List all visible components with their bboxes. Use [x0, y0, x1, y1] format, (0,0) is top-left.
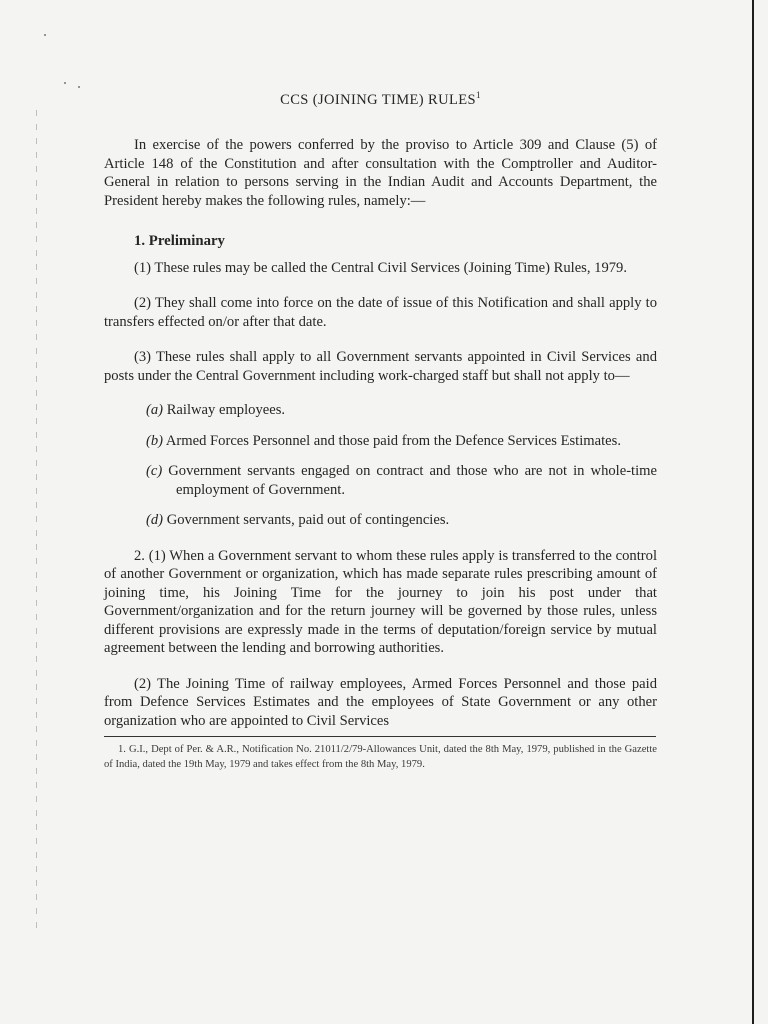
- rule-2-1: 2. (1) When a Government servant to whom these rules apply is transferred to the control of another Government or organization, which has made separate rules prescribing amount of joining time, his Joining Time for the journey to join his post under that Government/organization and for the return journey will be governed by those rules, unless different provisions are expressly made in the terms of deputation/foreign service by mutual agreement between the lending and borrowing authorities.: [104, 547, 657, 657]
- clause-label: (c): [146, 463, 163, 480]
- clause-text: Government servants engaged on contract and those who are not in whole-time employment of Government.: [168, 463, 657, 498]
- scan-border-right: [752, 0, 754, 1024]
- rule-1-3: (3) These rules shall apply to all Government servants appointed in Civil Services and posts under the Central Government including work-charged staff but shall not apply to—: [104, 349, 657, 384]
- clause-label: (a): [146, 402, 164, 419]
- clause-a: [104, 401, 657, 420]
- scan-speck: [64, 82, 66, 84]
- scan-binding-marks: [36, 110, 37, 930]
- clause-d: [104, 511, 657, 530]
- clause-text: Government servants, paid out of contingencies.: [166, 512, 450, 529]
- clause-text: Railway employees.: [166, 402, 286, 419]
- preamble-paragraph: In exercise of the powers conferred by the proviso to Article 309 and Clause (5) of Article 148 of the Constitution and after consultation with the Comptroller and Auditor-General in relation to persons serving in the Indian Audit and Accounts Department, the President hereby makes the following rules, namely:—: [104, 137, 657, 209]
- clause-b: [104, 432, 657, 451]
- document-title: [104, 86, 657, 109]
- clause-label: (d): [146, 512, 164, 529]
- clause-text: Armed Forces Personnel and those paid from the Defence Services Estimates.: [165, 432, 621, 449]
- scan-speck: [78, 86, 80, 88]
- rule-1-2: (2) They shall come into force on the date of issue of this Notification and shall apply to transfers effected on/or after that date.: [104, 295, 657, 330]
- scan-speck: [44, 34, 46, 36]
- footnote: 1. G.I., Dept of Per. & A.R., Notification No. 21011/2/79-Allowances Unit, dated the 8th May, 1979, published in the Gazette of India, dated the 19th May, 1979 and takes effect from the 8th May, 1979.: [104, 744, 657, 771]
- footnote-divider: [104, 736, 656, 737]
- clause-c: [104, 462, 657, 499]
- rule-1-1: (1) These rules may be called the Central Civil Services (Joining Time) Rules, 1979.: [134, 259, 627, 276]
- rule-2-2: (2) The Joining Time of railway employees, Armed Forces Personnel and those paid from Defence Services Estimates and the employees of State Government or any other organization who are appointed to Civil Services: [104, 675, 657, 729]
- document-page: [104, 86, 657, 772]
- title-footnote-mark: 1: [475, 90, 481, 100]
- section-heading-preliminary: [134, 232, 657, 251]
- title-text: CCS (JOINING TIME) RULES: [280, 91, 476, 108]
- section-heading-text: 1. Preliminary: [134, 233, 225, 250]
- clause-label: (b): [146, 432, 164, 449]
